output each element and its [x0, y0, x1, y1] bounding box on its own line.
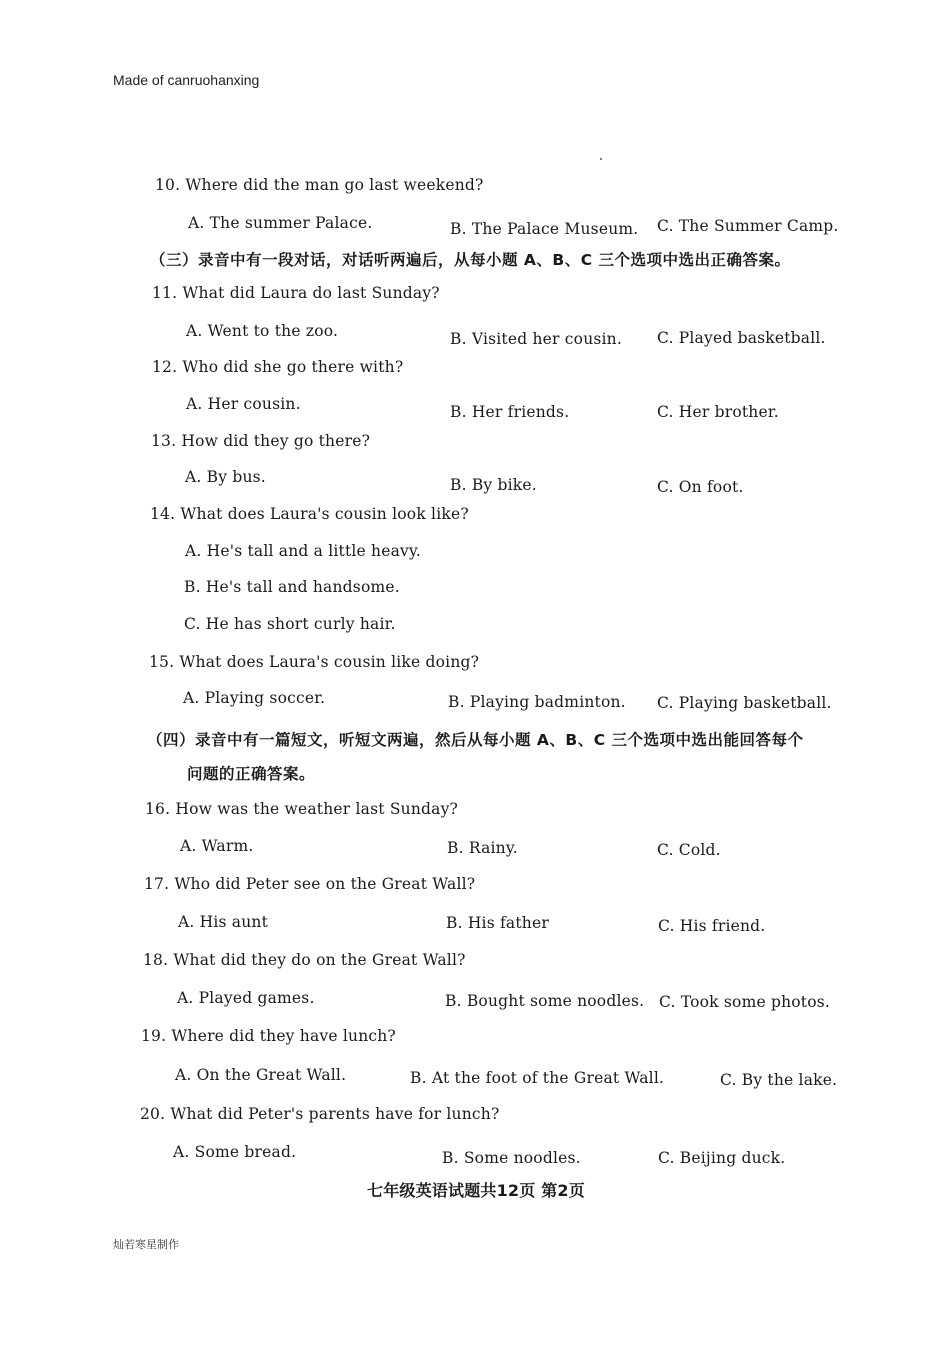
- q14-option-a: A. He's tall and a little heavy.: [185, 542, 422, 560]
- page-number-label: 七年级英语试题共12页 第2页: [367, 1181, 585, 1200]
- q14-option-b: B. He's tall and handsome.: [184, 578, 400, 596]
- q16-option-a: A. Warm.: [180, 837, 254, 855]
- q18-option-b: B. Bought some noodles.: [445, 992, 645, 1010]
- q11-option-a: A. Went to the zoo.: [186, 322, 339, 340]
- question-17: 17. Who did Peter see on the Great Wall?: [144, 875, 476, 893]
- q12-option-c: C. Her brother.: [657, 403, 779, 421]
- q15-option-c: C. Playing basketball.: [657, 694, 832, 712]
- q17-option-a: A. His aunt: [178, 913, 269, 931]
- q10-option-c: C. The Summer Camp.: [657, 217, 839, 235]
- q14-option-c: C. He has short curly hair.: [184, 615, 396, 633]
- q17-option-c: C. His friend.: [658, 917, 766, 935]
- section-3-instructions: （三）录音中有一段对话，对话听两遍后，从每小题 A、B、C 三个选项中选出正确答案。: [150, 251, 791, 269]
- q18-option-c: C. Took some photos.: [659, 993, 831, 1011]
- q16-option-c: C. Cold.: [657, 841, 721, 859]
- question-10: 10. Where did the man go last weekend?: [155, 176, 484, 194]
- footer-credit-text: 灿若寒星制作: [113, 1238, 179, 1251]
- question-19: 19. Where did they have lunch?: [141, 1027, 396, 1045]
- question-14: 14. What does Laura's cousin look like?: [150, 505, 469, 523]
- q16-option-b: B. Rainy.: [447, 839, 518, 857]
- scan-speck: [600, 158, 602, 160]
- q20-option-a: A. Some bread.: [173, 1143, 297, 1161]
- q20-option-c: C. Beijing duck.: [658, 1149, 786, 1167]
- q13-option-c: C. On foot.: [657, 478, 744, 496]
- section-4-instructions-line2: 问题的正确答案。: [187, 765, 316, 783]
- q12-option-a: A. Her cousin.: [186, 395, 301, 413]
- q11-option-c: C. Played basketball.: [657, 329, 826, 347]
- q19-option-c: C. By the lake.: [720, 1071, 838, 1089]
- q15-option-a: A. Playing soccer.: [183, 689, 326, 707]
- question-11: 11. What did Laura do last Sunday?: [152, 284, 440, 302]
- q10-option-a: A. The summer Palace.: [188, 214, 373, 232]
- q13-option-a: A. By bus.: [185, 468, 266, 486]
- question-12: 12. Who did she go there with?: [152, 358, 404, 376]
- q19-option-a: A. On the Great Wall.: [175, 1066, 347, 1084]
- question-18: 18. What did they do on the Great Wall?: [143, 951, 466, 969]
- section-4-instructions-line1: （四）录音中有一篇短文，听短文两遍，然后从每小题 A、B、C 三个选项中选出能回答每个: [147, 731, 804, 749]
- q17-option-b: B. His father: [446, 914, 549, 932]
- question-16: 16. How was the weather last Sunday?: [145, 800, 459, 818]
- q20-option-b: B. Some noodles.: [442, 1149, 581, 1167]
- question-13: 13. How did they go there?: [151, 432, 371, 450]
- q18-option-a: A. Played games.: [177, 989, 315, 1007]
- q12-option-b: B. Her friends.: [450, 403, 570, 421]
- header-text: Made of canruohanxing: [113, 72, 260, 88]
- question-15: 15. What does Laura's cousin like doing?: [149, 653, 480, 671]
- q10-option-b: B. The Palace Museum.: [450, 220, 639, 238]
- exam-page-scan: [130, 160, 850, 1220]
- q15-option-b: B. Playing badminton.: [448, 693, 626, 711]
- question-20: 20. What did Peter's parents have for lunch?: [140, 1105, 500, 1123]
- q11-option-b: B. Visited her cousin.: [450, 330, 622, 348]
- q19-option-b: B. At the foot of the Great Wall.: [410, 1069, 665, 1087]
- q13-option-b: B. By bike.: [450, 476, 537, 494]
